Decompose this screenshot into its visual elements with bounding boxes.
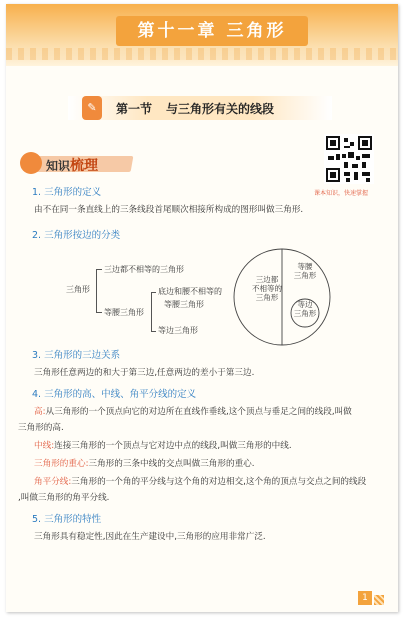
text-height-line2: 三角形的高. — [18, 423, 64, 433]
venn-equilateral-label — [291, 300, 319, 318]
qr-caption: 课本知识，快速掌握 — [314, 190, 369, 197]
heading-side-relation: 3. 三角形的三边关系 — [32, 350, 121, 361]
height-text: 从三角形的一个顶点向它的对边所在直线作垂线,这个顶点与垂足之间的线段,叫做 — [45, 407, 352, 417]
chapter-header — [6, 4, 398, 66]
text-median — [34, 439, 292, 451]
text-side-relation: 三角形任意两边的和大于第三边,任意两边的差小于第三边. — [34, 368, 255, 378]
tree-bracket — [96, 269, 97, 313]
centroid-text: 三角形的三条中线的交点叫做三角形的重心. — [88, 459, 255, 469]
book-icon — [20, 152, 42, 174]
corner-decoration — [374, 595, 384, 605]
term-centroid: 三角形的重心: — [34, 459, 89, 469]
venn-inner-line: 三角形 — [293, 309, 317, 318]
tree-leaf-equilateral: 等边三角形 — [158, 326, 198, 335]
chapter-title: 第十一章 三角形 — [116, 16, 308, 46]
venn-outer-line: 三角形 — [255, 293, 279, 302]
text-bisector-line1 — [34, 475, 366, 487]
section-icon: ✎ — [82, 96, 102, 120]
heading-lines-definitions: 4. 三角形的高、中线、角平分线的定义 — [32, 389, 197, 400]
heading-classification: 2. 三角形按边的分类 — [32, 230, 121, 241]
venn-outer-label — [246, 275, 288, 302]
venn-isosceles-label — [288, 262, 322, 280]
median-text: 连接三角形的一个顶点与它对边中点的线段,叫做三角形的中线. — [54, 441, 292, 451]
tree-branch-line — [96, 312, 102, 313]
heading-definition: 1. 三角形的定义 — [32, 187, 102, 198]
tree-branch-scalene: 三边都不相等的三角形 — [104, 265, 184, 274]
venn-outer-line: 三边都 — [255, 275, 279, 284]
venn-inner-line: 等边 — [297, 300, 313, 309]
tree-bracket-2 — [151, 292, 152, 332]
textbook-page — [6, 4, 398, 612]
tree-branch-isosceles: 等腰三角形 — [104, 308, 144, 317]
heading-property: 5. 三角形的特性 — [32, 514, 102, 525]
venn-top-line: 等腰 — [297, 262, 313, 271]
badge-label — [46, 155, 98, 175]
venn-outer-line: 不相等的 — [252, 284, 282, 293]
term-median: 中线: — [34, 441, 55, 451]
tree-leaf-isosceles-line1: 底边和腰不相等的 — [158, 287, 222, 296]
tree-branch-line — [151, 292, 156, 293]
badge-label-b: 梳理 — [70, 158, 99, 174]
classification-tree — [66, 262, 246, 342]
tree-leaf-isosceles-line2: 等腰三角形 — [164, 300, 204, 309]
text-centroid — [34, 457, 254, 469]
knowledge-summary-badge — [20, 152, 130, 174]
text-definition: 由不在同一条直线上的三条线段首尾顺次相接所构成的图形叫做三角形. — [34, 205, 304, 215]
text-height-line1 — [34, 405, 352, 417]
page-number: 1 — [358, 591, 372, 605]
term-height: 高: — [34, 407, 46, 417]
tree-branch-line — [96, 269, 102, 270]
header-stripe — [6, 48, 398, 60]
term-bisector: 角平分线: — [34, 477, 72, 487]
section-number: 第一节 — [116, 102, 153, 116]
qr-code-icon[interactable] — [324, 134, 374, 184]
tree-root: 三角形 — [66, 285, 90, 294]
section-title — [116, 100, 288, 117]
text-property: 三角形具有稳定性,因此在生产建设中,三角形的应用非常广泛. — [34, 532, 266, 542]
badge-label-a: 知识 — [46, 159, 71, 173]
tree-branch-line — [151, 331, 156, 332]
text-bisector-line2: ,叫做三角形的角平分线. — [18, 493, 110, 503]
section-name: 与三角形有关的线段 — [166, 102, 275, 116]
venn-top-line: 三角形 — [293, 271, 317, 280]
bisector-text: 三角形的一个角的平分线与这个角的对边相交,这个角的顶点与交点之间的线段 — [71, 477, 367, 487]
